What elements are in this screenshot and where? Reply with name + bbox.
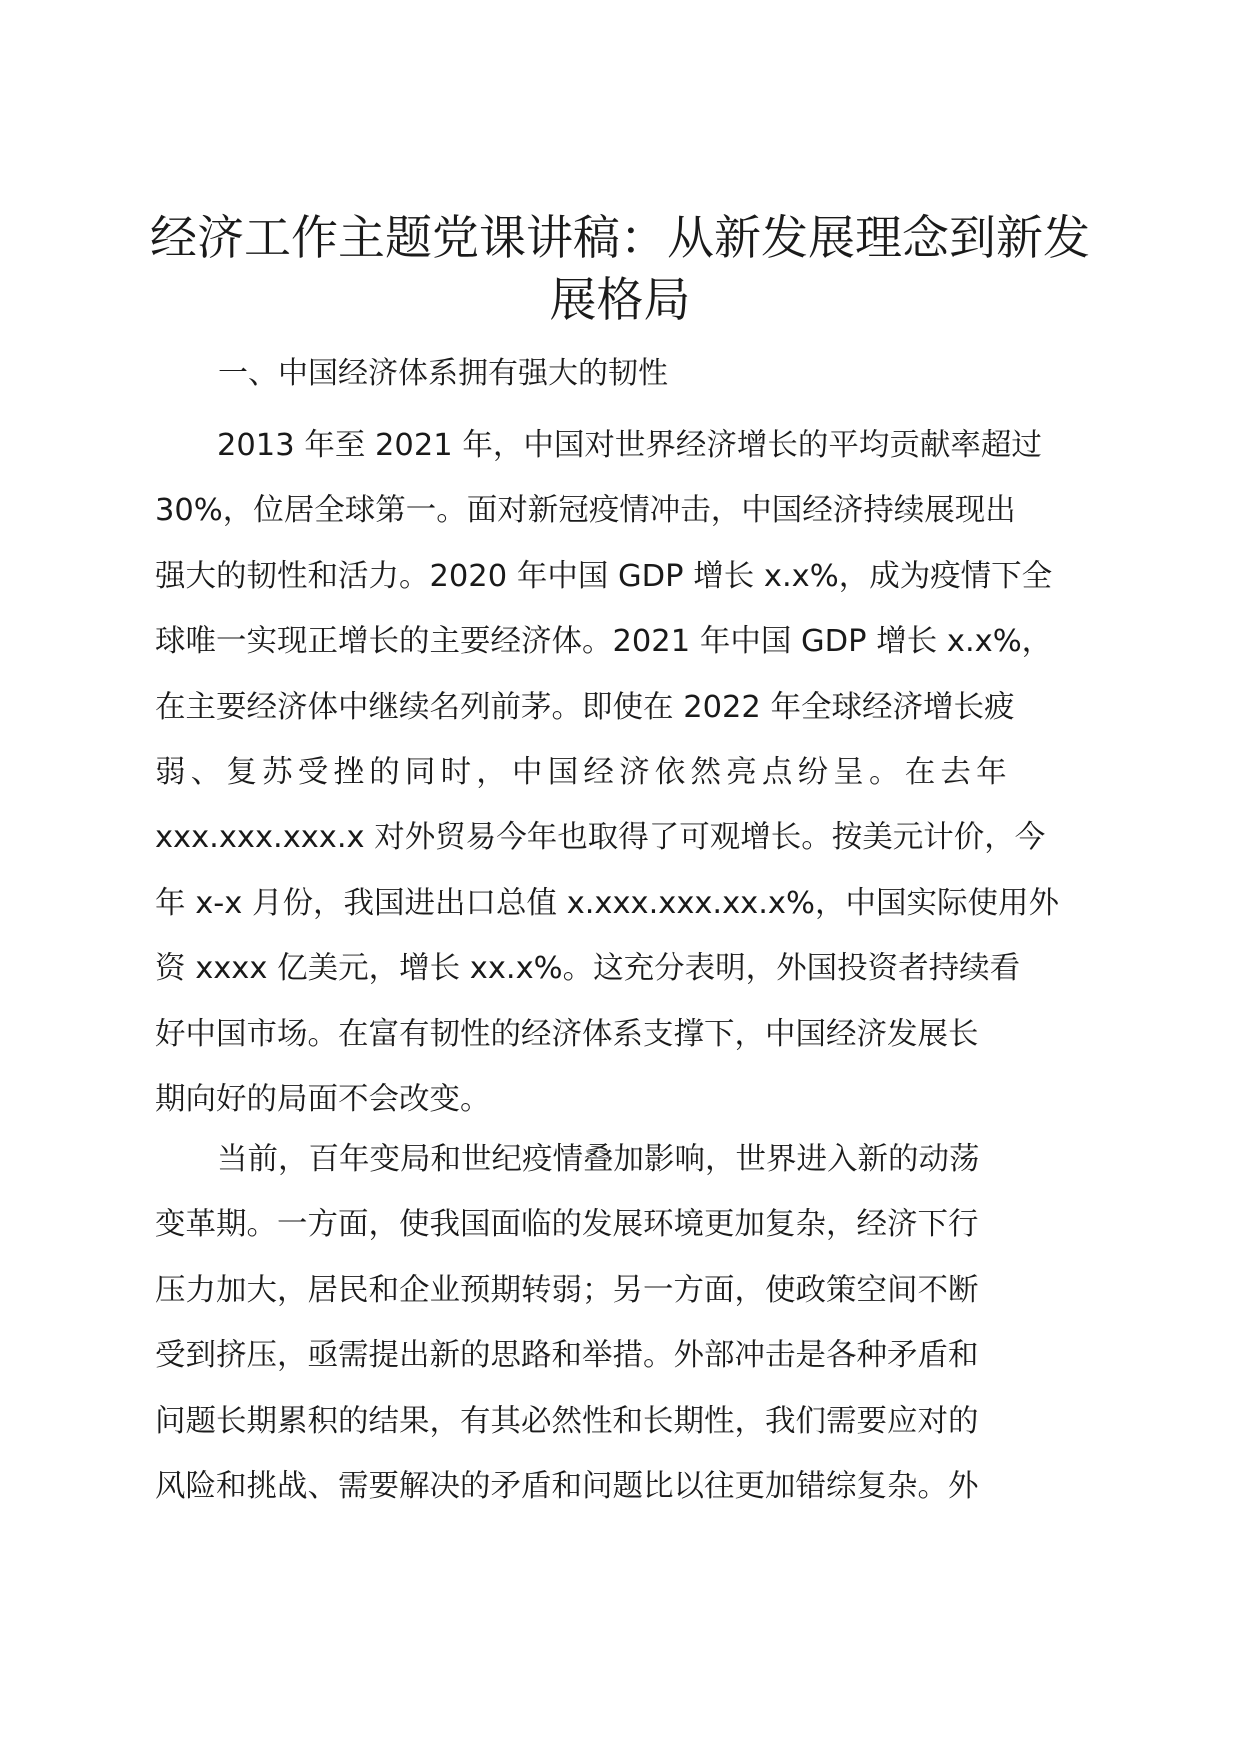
document-title [150, 208, 1090, 332]
paragraph-1 [155, 413, 1085, 1132]
paragraph-line: 变革期。一方面，使我国面临的发展环境更加复杂，经济下行 [155, 1207, 979, 1243]
paragraph-line: 期向好的局面不会改变。 [155, 1081, 491, 1117]
paragraph-line: 问题长期累积的结果，有其必然性和长期性，我们需要应对的 [155, 1403, 979, 1439]
paragraph-2 [155, 1127, 1085, 1519]
title-line-1: 经济工作主题党课讲稿：从新发展理念到新发 [150, 211, 1090, 266]
paragraph-line: 年 x-x 月份，我国进出口总值 x.xxx.xxx.xx.x%，中国实际使用外 [155, 885, 1059, 921]
paragraph-line: 好中国市场。在富有韧性的经济体系支撑下，中国经济发展长 [155, 1016, 979, 1052]
paragraph-line: 当前，百年变局和世纪疫情叠加影响，世界进入新的动荡 [217, 1142, 980, 1177]
paragraph-line: 球唯一实现正增长的主要经济体。2021 年中国 GDP 增长 x.x%， [155, 624, 1053, 660]
paragraph-line: 风险和挑战、需要解决的矛盾和问题比以往更加错综复杂。外 [155, 1468, 979, 1504]
paragraph-line: 强大的韧性和活力。2020 年中国 GDP 增长 x.x%，成为疫情下全 [155, 558, 1053, 594]
paragraph-line: 2013 年至 2021 年，中国对世界经济增长的平均贡献率超过 [217, 428, 1042, 463]
paragraph-line: 资 xxxx 亿美元，增长 xx.x%。这充分表明，外国投资者持续看 [155, 951, 1021, 987]
paragraph-line: 压力加大，居民和企业预期转弱；另一方面，使政策空间不断 [155, 1272, 979, 1308]
paragraph-line: xxx.xxx.xxx.x 对外贸易今年也取得了可观增长。按美元计价，今 [155, 820, 1046, 856]
title-line-2: 展格局 [549, 273, 691, 328]
paragraph-line: 受到挤压，亟需提出新的思路和举措。外部冲击是各种矛盾和 [155, 1338, 979, 1374]
paragraph-line: 在主要经济体中继续名列前茅。即使在 2022 年全球经济增长疲 [155, 689, 1015, 725]
paragraph-line: 30%，位居全球第一。面对新冠疫情冲击，中国经济持续展现出 [155, 493, 1016, 529]
paragraph-line: 弱、复苏受挫的同时，中国经济依然亮点纷呈。在去年 [155, 754, 1012, 790]
section-heading: 一、中国经济体系拥有强大的韧性 [218, 356, 668, 391]
